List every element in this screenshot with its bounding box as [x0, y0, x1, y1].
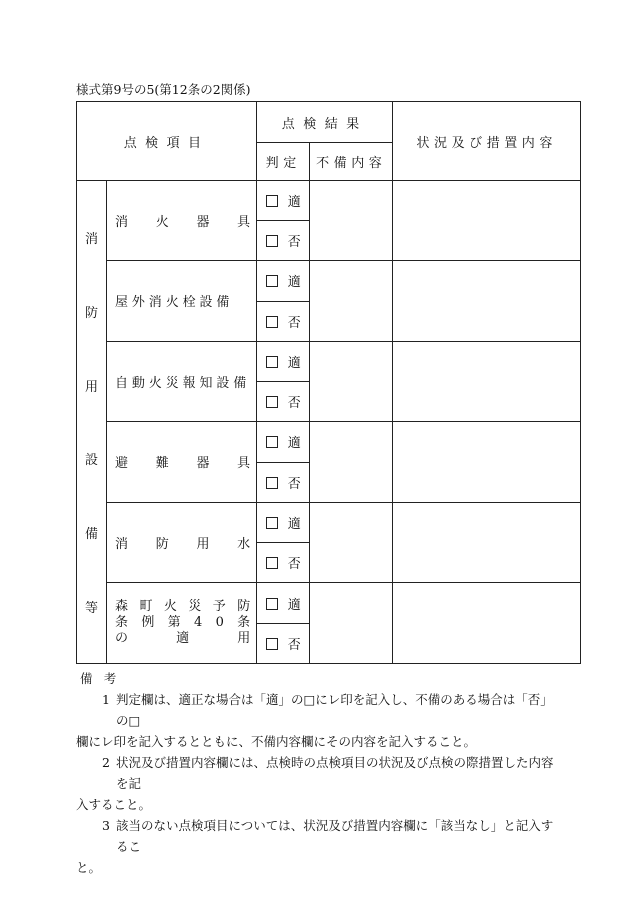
checkbox-icon[interactable] [266, 557, 278, 569]
judgment-ok-checkbox[interactable] [257, 341, 310, 382]
checkbox-icon[interactable] [266, 477, 278, 489]
status-measures-cell[interactable] [393, 583, 581, 664]
judgment-ok-checkbox[interactable] [257, 583, 310, 624]
status-measures-cell[interactable] [393, 422, 581, 503]
judgment-ng-checkbox[interactable] [257, 382, 310, 422]
inspection-item: 消 防 用 水 [107, 502, 257, 583]
category-char: 等 [84, 600, 98, 616]
deficiency-cell[interactable] [310, 502, 393, 583]
inspection-table [76, 101, 581, 664]
category-char: 設 [84, 453, 98, 469]
checkbox-icon[interactable] [266, 436, 278, 448]
judgment-ok-checkbox[interactable] [257, 422, 310, 463]
checkbox-icon[interactable] [266, 598, 278, 610]
checkbox-icon[interactable] [266, 396, 278, 408]
item-line: 森 町 火 災 予 防 [115, 599, 251, 615]
checkbox-icon[interactable] [266, 235, 278, 247]
note-text: 判定欄は、適正な場合は「適」の□にレ印を記入し、不備のある場合は「否」の□ [116, 692, 553, 728]
deficiency-cell[interactable] [310, 583, 393, 664]
judgment-ng-checkbox[interactable] [257, 543, 310, 583]
judgment-label: 適 [287, 517, 301, 533]
header-results: 点検結果 [257, 102, 393, 143]
form-title: 様式第9号の5(第12条の2関係) [76, 82, 251, 97]
status-measures-cell[interactable] [393, 341, 581, 422]
judgment-label: 否 [287, 315, 301, 331]
judgment-label: 否 [287, 476, 301, 492]
judgment-label: 適 [287, 597, 301, 613]
judgment-ok-checkbox[interactable] [257, 181, 310, 221]
deficiency-cell[interactable] [310, 341, 393, 422]
judgment-ok-checkbox[interactable] [257, 502, 310, 543]
note-text: 該当のない点検項目については、状況及び措置内容欄に「該当なし」と記入するこ [116, 818, 554, 854]
judgment-ok-checkbox[interactable] [257, 261, 310, 302]
category-char: 防 [84, 305, 98, 321]
table-row [77, 341, 581, 382]
inspection-item: 消 火 器 具 [107, 181, 257, 261]
inspection-item: 自動火災報知設備 [107, 341, 257, 422]
checkbox-icon[interactable] [266, 275, 278, 287]
judgment-ng-checkbox[interactable] [257, 221, 310, 261]
judgment-ng-checkbox[interactable] [257, 301, 310, 341]
deficiency-cell[interactable] [310, 181, 393, 261]
note-item [76, 752, 556, 815]
inspection-item [107, 583, 257, 664]
inspection-item: 避 難 器 具 [107, 422, 257, 503]
judgment-label: 適 [287, 195, 301, 210]
checkbox-icon[interactable] [266, 316, 278, 328]
checkbox-icon[interactable] [266, 356, 278, 368]
status-measures-cell[interactable] [393, 181, 581, 261]
note-text: 状況及び措置内容欄には、点検時の点検項目の状況及び点検の際措置した内容を記 [116, 755, 554, 791]
note-item [76, 689, 556, 752]
category-char: 用 [84, 379, 98, 395]
inspection-item: 屋外消火栓設備 [107, 261, 257, 342]
judgment-label: 適 [287, 355, 301, 371]
status-measures-cell[interactable] [393, 502, 581, 583]
checkbox-icon[interactable] [266, 638, 278, 650]
checkbox-icon[interactable] [266, 517, 278, 529]
table-row [77, 422, 581, 463]
note-text-continued: と。 [76, 860, 102, 875]
judgment-ng-checkbox[interactable] [257, 462, 310, 502]
item-line: 条 例 第 4 0 条 [115, 615, 251, 631]
item-line: の 適 用 [115, 631, 251, 647]
judgment-label: 否 [287, 235, 301, 250]
judgment-label: 否 [287, 557, 301, 573]
judgment-label: 否 [287, 638, 301, 653]
deficiency-cell[interactable] [310, 261, 393, 342]
note-text-continued: 入すること。 [76, 797, 152, 812]
status-measures-cell[interactable] [393, 261, 581, 342]
note-item [76, 815, 556, 878]
judgment-label: 否 [287, 396, 301, 412]
category-label [77, 181, 107, 664]
judgment-ng-checkbox[interactable] [257, 624, 310, 664]
table-row [77, 502, 581, 543]
category-char: 備 [84, 526, 98, 542]
table-row [77, 181, 581, 221]
header-judgment: 判定 [257, 143, 310, 181]
note-text-continued: 欄にレ印を記入するとともに、不備内容欄にその内容を記入すること。 [76, 734, 477, 749]
notes-heading: 備考 [80, 671, 128, 686]
table-row [77, 261, 581, 302]
judgment-label: 適 [287, 436, 301, 452]
table-row [77, 583, 581, 624]
notes [76, 668, 556, 878]
judgment-label: 適 [287, 275, 301, 291]
header-deficiency: 不備内容 [310, 143, 393, 181]
deficiency-cell[interactable] [310, 422, 393, 503]
checkbox-icon[interactable] [266, 195, 278, 207]
header-status-measures: 状況及び措置内容 [393, 102, 581, 181]
header-items: 点検項目 [77, 102, 257, 181]
note-number: 3 [102, 818, 110, 833]
note-number: 2 [102, 755, 110, 770]
category-char: 消 [84, 232, 98, 248]
note-number: 1 [102, 692, 110, 707]
